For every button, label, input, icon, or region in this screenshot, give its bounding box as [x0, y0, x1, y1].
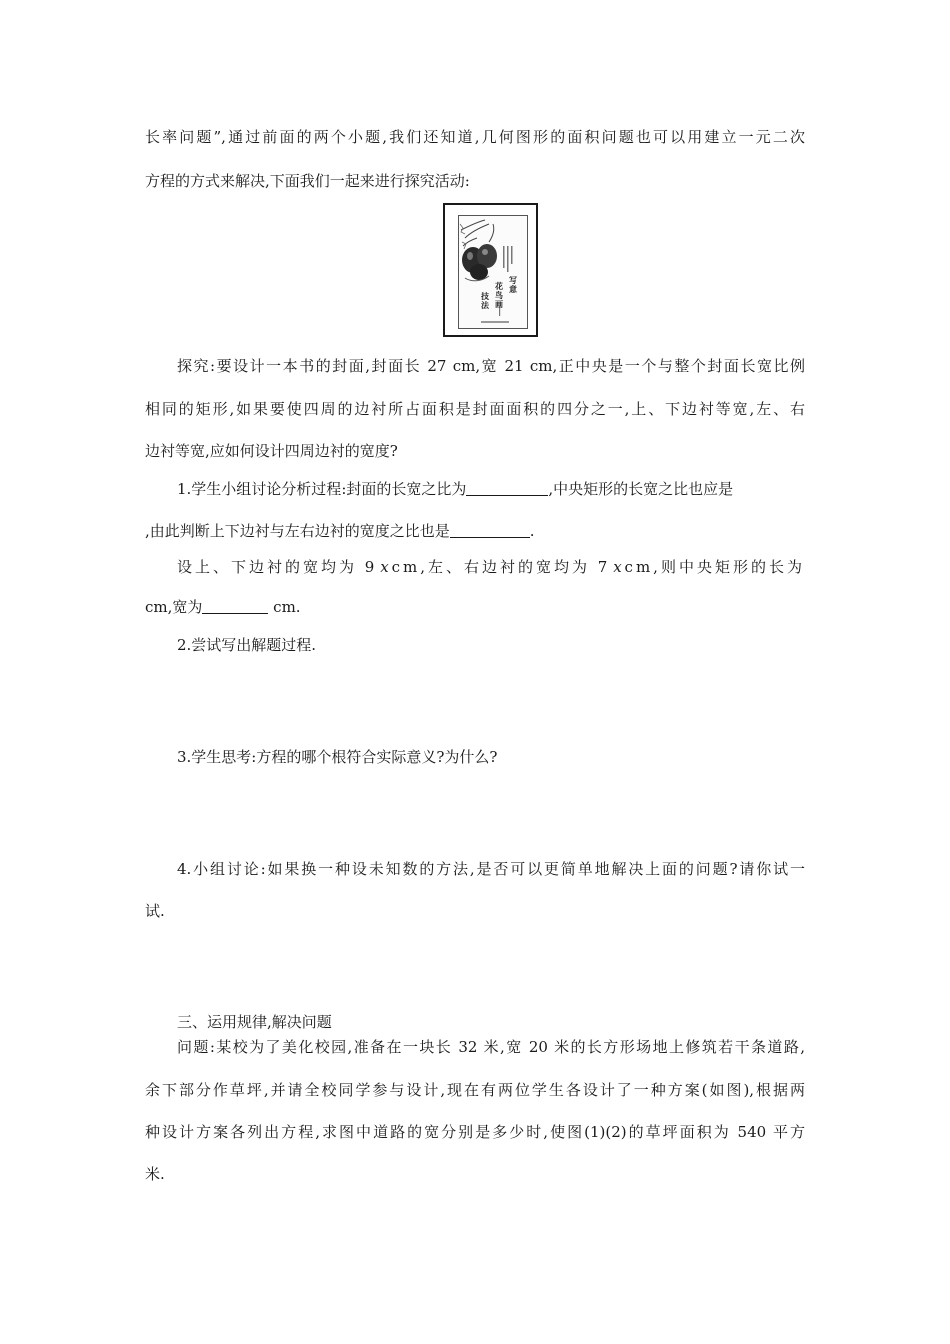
- setup-line-1: [177, 556, 805, 578]
- section-3-line-4: 米.: [145, 1165, 165, 1183]
- setup-seg-2: cm,左、右边衬的宽均为 7: [391, 558, 611, 576]
- q1-blank-width-ratio[interactable]: [450, 522, 530, 538]
- q1-line-2: [145, 520, 535, 542]
- cover-illustration-icon: [459, 216, 527, 328]
- section-3-line-1: 问题:某校为了美化校园,准备在一块长 32 米,宽 20 米的长方形场地上修筑若干条道路,: [177, 1038, 805, 1056]
- setup-text-width: cm,宽为: [145, 598, 203, 616]
- q1-text-d: .: [529, 522, 535, 540]
- section-3-line-3: 种设计方案各列出方程,求图中道路的宽分别是多少时,使图(1)(2)的草坪面积为 540 平方: [145, 1123, 805, 1141]
- q1-text-b: ,中央矩形的长宽之比也应是: [548, 480, 734, 498]
- setup-var-2: x: [613, 558, 622, 576]
- cover-title-col-3: 技法: [481, 291, 489, 310]
- q4-line-1: 4.小组讨论:如果换一种设未知数的方法,是否可以更简单地解决上面的问题?请你试一: [177, 860, 805, 878]
- book-cover-figure: [443, 203, 538, 337]
- setup-var-1: x: [380, 558, 389, 576]
- q1-blank-ratio[interactable]: [466, 480, 548, 496]
- section-3-heading: 三、运用规律,解决问题: [177, 1013, 332, 1031]
- q1-text-c: ,由此判断上下边衬与左右边衬的宽度之比也是: [145, 522, 450, 540]
- q2-text: 2.尝试写出解题过程.: [177, 636, 317, 654]
- setup-blank-width[interactable]: [202, 598, 268, 614]
- setup-line-2: [145, 596, 301, 618]
- book-cover: [458, 215, 528, 329]
- explore-line-3: 边衬等宽,应如何设计四周边衬的宽度?: [145, 442, 398, 460]
- explore-line-1: 探究:要设计一本书的封面,封面长 27 cm,宽 21 cm,正中央是一个与整个封面长宽比例: [177, 357, 805, 375]
- setup-seg-3: cm,则中央矩形的长为: [624, 558, 805, 576]
- section-3-line-2: 余下部分作草坪,并请全校同学参与设计,现在有两位学生各设计了一种方案(如图),根据两: [145, 1081, 805, 1099]
- explore-line-2: 相同的矩形,如果要使四周的边衬所占面积是封面面积的四分之一,上、下边衬等宽,左、右: [145, 400, 805, 418]
- intro-line-1: 长率问题”,通过前面的两个小题,我们还知道,几何图形的面积问题也可以用建立一元二次: [145, 128, 805, 146]
- q4-line-2: 试.: [145, 902, 165, 920]
- setup-seg-1: 设上、下边衬的宽均为 9: [177, 558, 378, 576]
- intro-line-2: 方程的方式来解决,下面我们一起来进行探究活动:: [145, 172, 470, 190]
- q1-text-a: 1.学生小组讨论分析过程:封面的长宽之比为: [177, 480, 467, 498]
- cover-title-col-2: 花鸟画: [495, 281, 503, 309]
- q1-line-1: [177, 478, 733, 500]
- setup-text-unit: cm.: [268, 598, 301, 616]
- q3-text: 3.学生思考:方程的哪个根符合实际意义?为什么?: [177, 748, 498, 766]
- cover-title-col-1: 写意: [509, 275, 517, 294]
